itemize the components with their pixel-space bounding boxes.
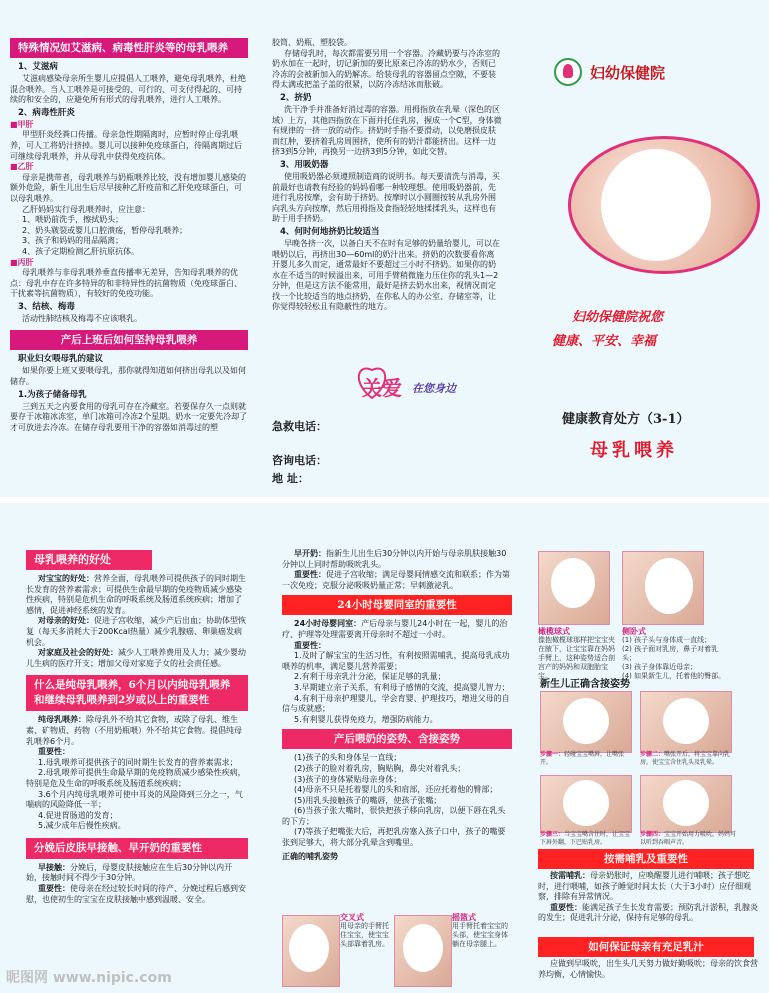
face-blur [563,780,609,826]
list-item: 5.减少成年后慢性疾病。 [38,821,126,831]
logo-subtext: 在您身边 [412,382,456,395]
step2-text: 嘴张开后，将宝宝靠向乳房，使宝宝含住乳头及乳晕。 [640,751,731,766]
on-demand-block [538,871,758,924]
heading-aids: 1、艾滋病 [18,62,58,72]
rooming-importance-label: 重要性： [294,640,326,650]
section-title-benefits: 母乳喂养的好处 [26,550,152,570]
section-title-positions: 产后喂奶的姿势、含接姿势 [282,729,512,749]
list-item: 1、喂奶前洗手，擦拭奶头； [22,215,124,225]
heading-store: 1.为孩子储备母乳 [18,389,87,400]
list-item: (6)当孩子张大嘴时，很快把孩子移向乳房，以便下唇在乳头的下方； [282,806,506,826]
latch-step3-photo [540,775,632,833]
heading-tb: 3、结核、梅毒 [18,301,75,312]
cradle-hold-caption [452,913,510,949]
football-hold-label: 橄榄球式 [538,627,570,636]
importance-label: 重要性： [38,747,70,757]
text-store: 三到五天之内要食用的母乳可存在冷藏室。若要保存久一点则就要存于冰箱冰冻室，单门冰箱可冷冻2个星期。奶水一定要先冷却了才可放进去冷冻。在储存母乳要用干净的容器如消毒过的塑 [10,401,248,432]
heading-work: 职业妇女喂母乳的建议 [18,354,104,365]
correct-position-heading: 正确的哺乳姿势 [282,851,338,861]
list-item: (5)用乳头接触孩子的嘴唇，使孩子张嘴； [294,795,442,805]
benefit-baby-label: 对宝宝的好处： [38,574,94,583]
early-feed-label: 早开奶： [294,549,326,558]
text-hepb: 母亲是携带者，母乳喂养与奶瓶喂养比较，没有增加婴儿感染的额外危险，新生儿出生后尽早接种乙肝疫苗和乙肝免疫球蛋白，可以母乳喂养。 [10,172,246,203]
wish-line-1: 妇幼保健院祝您 [572,310,664,325]
consult-phone-label: 咨询电话： [272,454,327,467]
football-hold-caption [538,627,618,681]
hospital-logo-icon [554,58,582,86]
top-middle-column [272,0,502,497]
bottom-right-column [532,503,769,993]
cross-hold-label: 交叉式 [340,913,364,922]
face-blur [563,698,609,744]
demand-importance-label: 重要性： [550,902,582,912]
latch-step1-caption [540,751,635,766]
latch-step3-caption [540,831,635,846]
text-store-tips: 存储母乳时，每次都需要另用一个容器。冷藏奶要与冷冻室的奶水加在一起时，切记新加的要比原来已冷冻的奶水少，否则已冷冻的会被新加入的奶解冻。给装母乳的容器留点空隙，不要装得太满或把盖子盖的很紧，以防冷冻结冰而胀破。 [272,48,500,90]
brochure-topic: 母乳喂养 [590,440,678,461]
hospital-name: 妇幼保健院 [590,64,666,82]
early-feed-text: 指新生儿出生后30分钟以内开始与母亲肌肤接触30分钟以上同时帮助吸吮乳头。 [282,549,507,569]
position-photos [282,911,512,993]
face-blur [663,698,709,744]
face-blur [403,924,443,972]
skin-importance-text: 使母亲在经过较长时间的待产、分娩过程后感到安慰，也使初生的宝宝在皮肤接触中感到温暖、安全。 [26,884,246,904]
section-title-skin-contact: 分娩后皮肤早接触、早开奶的重要性 [26,838,248,859]
section-title-exclusive: 什么是纯母乳喂养，6个月以内纯母乳喂养和继续母乳喂养到2岁或以上的重要性 [26,675,248,711]
rooming-label: 24小时母婴同室： [294,619,362,629]
step3-text: 当宝宝嘴含住时，让宝宝下唇外翻，下巴贴乳房。 [540,831,631,846]
list-item: (4) 如果新生儿，托着他的臀部。 [622,672,726,680]
series-title: 健康教育处方（3-1） [562,412,690,427]
list-item: 1.及时了解宝宝的生活习性，有利按照需哺乳，提高母乳成功喂养的机率，满足婴儿营养需要； [282,651,510,671]
step4-text: 宝宝开始用力吸吮，妈妈可以听到吞咽声音。 [640,831,737,846]
early-importance-label: 重要性： [294,570,326,580]
list-item: (2) 孩子面对乳房，鼻子对着乳头； [622,645,719,662]
list-item: (2)孩子的脸对着乳房，胸贴胸，鼻尖对着乳头； [294,763,466,773]
benefit-baby-text: 营养全面，母乳喂养可提供孩子的同时期生长发育的营养素需求；可提供生命最早期的免疫物质减少感染性疾病，特别是危机生命的呼吸系统及肠道系统疾病；增加了感情，促进神经系统的发育。 [26,574,246,615]
list-item: (1) 孩子头与身体成一直线； [622,636,712,644]
latch-step1-photo [540,691,632,753]
section-title-ensure-milk: 如何保证母亲有充足乳汁 [538,937,754,957]
latch-heading: 新生儿正确含接姿势 [540,679,630,690]
list-item: 2.有利于母亲乳汁分泌，保证足够的乳量； [294,672,446,682]
step3-label: 步骤三： [540,831,565,838]
list-item: 5.有利婴儿获得免疫力，增强防病能力。 [294,714,438,724]
step4-label: 步骤四： [640,831,665,838]
benefit-family-label: 对家庭及社会的好处： [38,648,118,658]
step1-label: 步骤一： [540,751,565,758]
face-blur [645,558,693,614]
text-hepa: 甲型肝炎经粪口传播。母亲急性期隔离时，应暂时停止母乳喂养，可人工将奶汁挤掉。婴儿可以接种免疫球蛋白，待隔离期过后可继续母乳喂养，并从母乳中获得免疫抗体。 [10,130,242,161]
latch-step2-caption [640,751,740,766]
bottom-left-column [26,503,248,993]
cradle-hold-photo [394,915,452,987]
heading-when: 4、何时何地挤奶比较适当 [280,226,380,237]
demand-importance-text: 能满足孩子生长发育需要；预防乳汁淤积，乳腺炎的发生；促进乳汁分泌，保持有足够的母乳。 [538,902,758,923]
list-item: (7)等孩子把嘴张大后，再把乳房塞入孩子口中，孩子的嘴要张到足够大，将大部分乳晕含到嘴里。 [282,827,506,848]
exclusive-text: 除母乳外不给其它食物，或除了母乳、维生素、矿物质、药物（不用奶瓶喂）外不给其它食物。提倡纯母乳喂养6个月。 [26,715,242,746]
ensure-milk-block [538,959,758,980]
text-pump: 使用吸奶器必须遵照制造商的说明书。每天要清洗与消毒，买前最好也请教有经验的妈妈看哪一种较理想。使用吸奶器前，先进行乳房按摩，会有助于挤奶。按摩时以小圆圈按转从乳房外围向乳头方向按摩，然后用拇指及食指轻轻地揉揉乳头，这样也有助于用手挤奶。 [272,171,500,224]
list-item: (1)孩子的头和身体呈一直线； [294,753,402,763]
step2-label: 步骤二： [640,751,665,758]
care-logo [352,358,502,408]
emergency-phone-label: 急救电话： [272,420,327,433]
list-item: 3.6个月内纯母乳喂养可使中耳炎的风险降到三分之一，气喘病的风险降低一半； [26,789,243,810]
text-hepc: 母乳喂养与非母乳喂养垂直传播率无差异，告知母乳喂养的优点：母乳中存在许多特异的和非特异性的抗菌物质（免疫球蛋白、干扰素等抗菌物质），有较好的免疫功能。 [10,268,242,299]
side-lying-photo [622,551,704,625]
list-item: (3) 孩子身体靠近母亲； [622,663,698,671]
watermark: 昵图网 www.nipic.com [6,970,172,986]
cover-column [520,0,769,497]
benefit-family-text: 减少人工喂养费用及人力；减少婴幼儿生病的医疗开支；增加父母对家庭子女的社会责任感。 [26,648,246,668]
latch-step4-photo [640,775,732,833]
list-item: 3、孩子和妈妈的用品隔离； [22,236,124,246]
step1-text: 轻碰宝宝嘴唇，让嘴张开。 [540,751,625,766]
heading-hepa: ■甲肝 [10,119,34,129]
address-label: 地 址： [272,472,309,485]
skin-label: 早接触： [38,862,70,872]
list-item: 4.促进胃肠道的发育； [38,810,118,820]
rooming-text: 产后母亲与婴儿24小时在一起，婴儿的治疗、护理等处理需要离开母亲时不超过一小时。 [282,619,508,639]
list-item: (3)孩子的身体紧贴母亲身体； [294,774,402,784]
cradle-hold-text: 用手臂托着宝宝的头部，使宝宝身体躺在母亲腿上。 [452,922,508,948]
heading-pump: 3、用吸奶器 [280,159,329,170]
text-store-cont: 胶筒、奶瓶、塑胶袋。 [272,38,352,47]
text-tb: 活动性肺结核及梅毒不应该喂乳。 [22,313,142,323]
demand-text: 母亲奶胀时，应唤醒婴儿进行哺喂；孩子想吃时，进行喂哺，如孩子睡觉时间太长（大于3小时）应仔细观察，排除有异常情况。 [538,871,752,902]
section-title-special-cases: 特殊情况如艾滋病、病毒性肝炎等的母乳喂养 [10,38,248,58]
bottom-middle-column [282,503,512,993]
logo-mark [563,64,573,78]
wish-line-2: 健康、平安、幸福 [552,334,657,349]
list-item: 2、奶头皲裂或婴儿口腔溃疡，暂停母乳喂养； [22,225,188,235]
list-item: (4)母亲不只是托着婴儿的头和肩部，还应托着他的臀部； [294,785,498,795]
section-title-on-demand: 按需哺乳及重要性 [538,849,754,869]
skin-importance-label: 重要性： [38,884,70,894]
text-expressing: 洗干净手并准备好消过毒的容器。用拇指放在乳晕（深色的区域）上方，其他四指放在下面并托住乳房，握成一个C型，身体微有规律的一挤一放的动作。挤奶时手指不要滑动，以免磨损皮肤而红肿，要挤着乳房周围挤，使所有的奶汁都能挤出。这样一边挤3到5分钟，再换另一边挤3到5分钟，如此交替。 [272,104,502,157]
latch-step4-caption [640,831,740,846]
side-lying-caption [622,627,732,681]
heading-expressing: 2、挤奶 [280,92,312,103]
exclusive-label: 纯母乳喂养： [38,715,86,725]
text-work: 如果你要上班又要喂母乳，那你就得知道如何挤出母乳以及如何储存。 [10,366,246,387]
benefit-mother-text: 促进子宫收缩，减少产后出血；协助体型恢复（每天多消耗大于200Kcal热量）减少乳腺癌、卵巢癌发病机会。 [26,616,246,647]
section-title-rooming-in: 24小时母婴同室的重要性 [282,595,512,615]
cross-hold-text: 用母亲的手臂托住宝宝，使宝宝头部靠着乳房。 [340,922,389,948]
list-item: 1.母乳喂养可提供孩子的同时期生长发育的营养素需求； [38,757,238,767]
football-hold-photo [538,551,610,625]
face-blur [289,924,329,972]
heading-hepatitis: 2、病毒性肝炎 [18,107,75,118]
cross-hold-photo [282,915,340,987]
mother-baby-photo [568,136,760,274]
football-hold-text: 像抱橄榄球那样把宝宝夹在腋下，让宝宝靠在妈妈手臂上，这种姿势适合剖宫产的妈妈和双胞胎宝宝。 [538,636,615,680]
ensure-text: 应做到早吸吮，出生头几天努力做好勤吸吮；母亲的饮食营养均衡，心情愉快。 [538,959,758,979]
face-blur [663,780,709,826]
heading-hepc: ■丙肝 [10,257,34,267]
list-item: 2.母乳喂养可提供生命最早期的免疫物质减少感染性疾病，特别是危及生命的呼吸系统及肠道系统疾病； [26,768,246,788]
early-importance-text: 促进子宫收缩；满足母婴间情感交流和联系；作为第一次免疫；克服分泌吸吸奶量正常；早刺激泌乳。 [282,570,510,590]
latch-step2-photo [640,691,732,753]
text-aids: 艾滋病感染母亲所生婴儿应提倡人工喂养，避免母乳喂养，杜绝混合喂养。当人工喂养是可接受的、可行的、可支付得起的、可持续的和安全的，应避免所有形式的母乳喂养，进行人工喂养。 [10,74,246,105]
section-title-work: 产后上班后如何坚持母乳喂养 [10,330,248,350]
cradle-hold-label: 摇篮式 [452,913,476,922]
text-when: 早晚各挤一次，以备白天不在时有足够的奶量给婴儿，可以在喂奶以后，再挤出30—60ml的奶汁出来。挤奶的次数要看你离开婴儿多久而定，通常最好不要超过三小时不挤奶。如果你的奶水在不适当的时候溢出来，可用手臂稍微施力压住你的乳头1—2分钟，但是这方法不能常用，最好是挤去奶水出来，视情况而定找一个比较适当的地点挤奶，在你私人的办公室、存储室等，让你觉得较轻松且有隐蔽性的地方。 [272,238,500,312]
brochure-inside [0,503,769,993]
side-lying-label: 侧卧式 [622,627,646,636]
logo-text: 关爱 [362,376,402,400]
skin-text: 分娩后，母婴皮肤接触应在生后30分钟以内开始，接触时间不得少于30分钟。 [26,862,233,883]
heading-hepb: ■乙肝 [10,162,34,172]
list-item: 4、孩子定期检测乙肝抗原抗体。 [22,246,140,256]
cross-hold-caption [340,913,390,949]
demand-label: 按需哺乳： [550,871,590,880]
list-item: 3.早期建立亲子关系，有利母子感情的交流，提高婴儿智力； [294,682,510,692]
face-blur [601,149,711,261]
top-left-column [10,0,248,497]
list-item: 4.有利于母亲护理婴儿，学会育婴、护理技巧，增进父母的自信与成就感； [282,693,510,714]
benefit-mother-label: 对母亲的好处： [38,616,94,626]
face-blur [551,558,595,608]
text-hepb-note: 乙肝妈妈实行母乳喂养时，应注意： [22,204,150,214]
